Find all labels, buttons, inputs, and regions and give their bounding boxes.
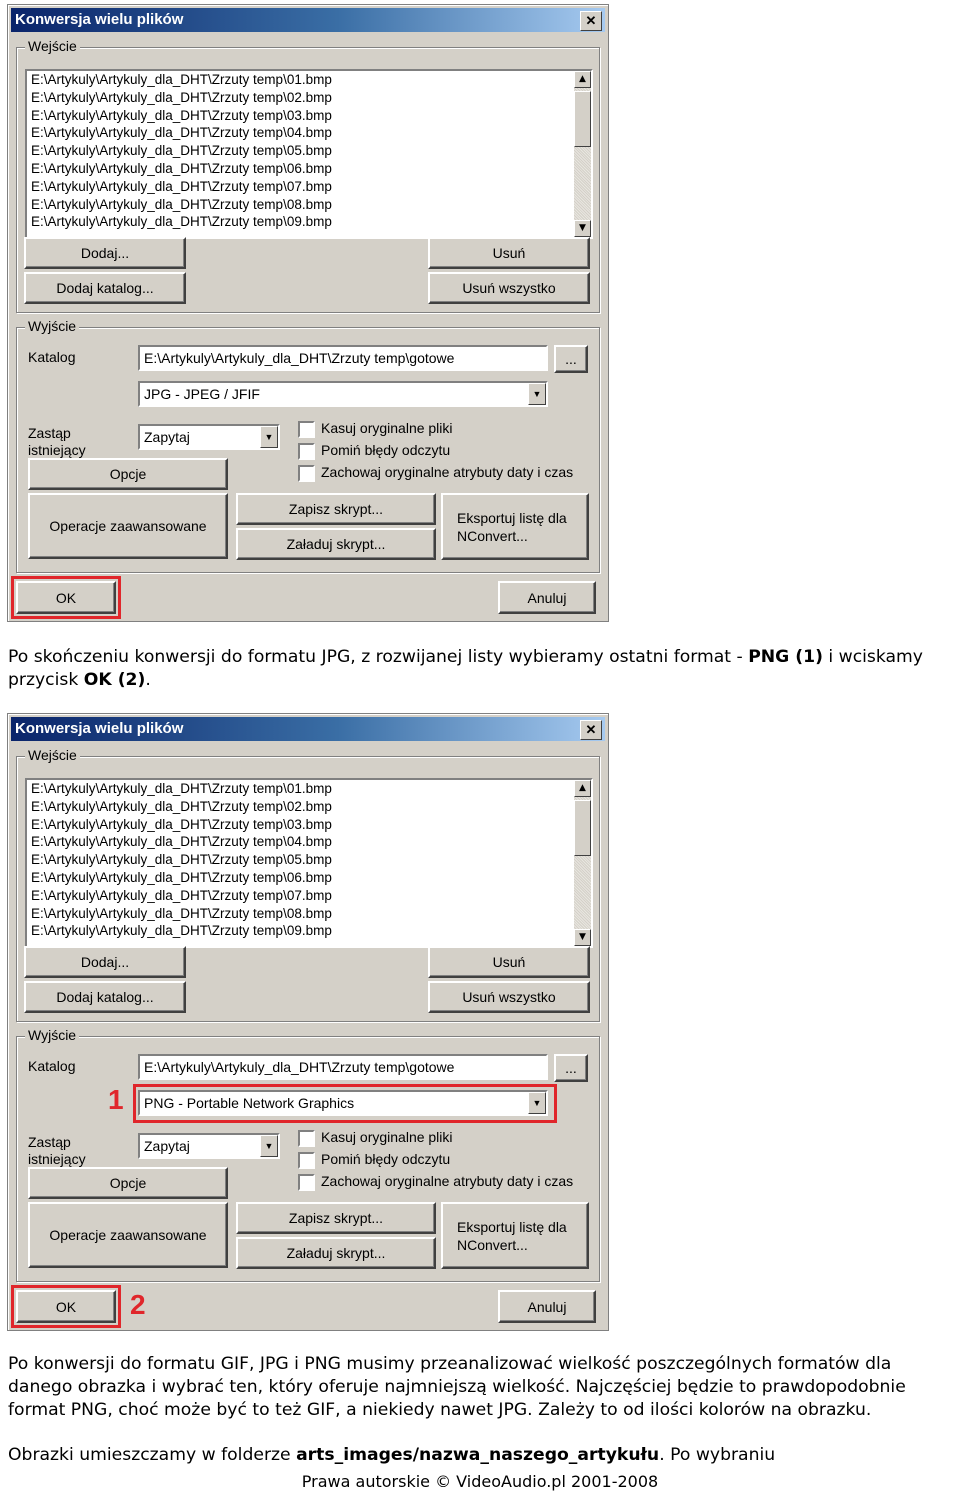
load-script-button[interactable]: Załaduj skrypt... (236, 528, 436, 560)
export-label-line1: Eksportuj listę dla (457, 1218, 567, 1235)
scroll-up-icon[interactable]: ▲ (574, 780, 591, 797)
replace-select[interactable] (138, 1133, 280, 1159)
keep-attributes-label: Zachowaj oryginalne atrybuty daty i czas (321, 464, 574, 480)
list-item[interactable]: E:\Artykuly\Artykuly_dla_DHT\Zrzuty temp\04.bmp (31, 125, 332, 141)
options-button[interactable]: Opcje (28, 458, 228, 490)
dialog-title: Konwersja wielu plików (15, 720, 184, 737)
list-item[interactable]: E:\Artykuly\Artykuly_dla_DHT\Zrzuty temp\05.bmp (31, 852, 332, 868)
instruction-paragraph-3 (8, 1444, 958, 1467)
list-item[interactable]: E:\Artykuly\Artykuly_dla_DHT\Zrzuty temp\05.bmp (31, 143, 332, 159)
list-item[interactable]: E:\Artykuly\Artykuly_dla_DHT\Zrzuty temp\07.bmp (31, 178, 332, 194)
browse-button[interactable]: ... (554, 345, 588, 373)
replace-label (28, 1134, 86, 1168)
replace-select[interactable] (138, 424, 280, 450)
paragraph3-folder-path: arts_images/nazwa_naszego_artykułu (296, 1445, 660, 1465)
cancel-button[interactable]: Anuluj (498, 1290, 596, 1323)
list-item[interactable]: E:\Artykuly\Artykuly_dla_DHT\Zrzuty temp\08.bmp (31, 196, 332, 212)
instruction-paragraph-2: Po konwersji do formatu GIF, JPG i PNG musimy przeanalizować wielkość poszczególnych formatów dla danego obrazka i wybrać ten, który oferuje najmniejszą wielkość. Najczęściej będzie to prawdopodobnie format PNG, choć może być to też GIF, a niekiedy nawet JPG. Zależy to od ilości kolorów na obrazku. (8, 1354, 906, 1420)
add-button[interactable]: Dodaj... (24, 237, 186, 269)
file-list-scrollbar[interactable] (574, 780, 591, 946)
delete-originals-label: Kasuj oryginalne pliki (321, 1129, 453, 1145)
scroll-thumb[interactable] (574, 91, 591, 147)
input-group-label: Wejście (25, 38, 80, 54)
instruction-paragraph-1 (8, 646, 958, 692)
chevron-down-icon[interactable]: ▼ (528, 1092, 546, 1114)
delete-originals-checkbox[interactable] (298, 421, 315, 438)
list-item[interactable]: E:\Artykuly\Artykuly_dla_DHT\Zrzuty temp\06.bmp (31, 160, 332, 176)
delete-originals-checkbox[interactable] (298, 1130, 315, 1147)
export-nconvert-button[interactable] (441, 493, 589, 560)
dialog-title-bar (11, 717, 605, 741)
add-button[interactable]: Dodaj... (24, 946, 186, 978)
remove-button[interactable]: Usuń (428, 237, 590, 269)
save-script-button[interactable]: Zapisz skrypt... (236, 1202, 436, 1234)
paragraph3-text-after: . Po wybraniu (659, 1445, 776, 1465)
format-select[interactable] (138, 381, 548, 407)
add-folder-button[interactable]: Dodaj katalog... (24, 272, 186, 304)
folder-label: Katalog (28, 1058, 76, 1074)
dialog-title-bar (11, 8, 605, 32)
scroll-thumb[interactable] (574, 800, 591, 856)
list-item[interactable]: E:\Artykuly\Artykuly_dla_DHT\Zrzuty temp\08.bmp (31, 905, 332, 921)
list-item[interactable]: E:\Artykuly\Artykuly_dla_DHT\Zrzuty temp\03.bmp (31, 816, 332, 832)
file-list[interactable] (25, 69, 593, 239)
close-icon[interactable]: ✕ (580, 720, 602, 740)
folder-label: Katalog (28, 349, 76, 365)
list-item[interactable]: E:\Artykuly\Artykuly_dla_DHT\Zrzuty temp\04.bmp (31, 834, 332, 850)
load-script-button[interactable]: Załaduj skrypt... (236, 1237, 436, 1269)
file-list[interactable] (25, 778, 593, 948)
paragraph1-text-after: . (145, 670, 151, 690)
format-select-value: PNG - Portable Network Graphics (144, 1095, 355, 1111)
output-group-label: Wyjście (25, 318, 79, 334)
delete-originals-label: Kasuj oryginalne pliki (321, 420, 453, 436)
export-label-line1: Eksportuj listę dla (457, 509, 567, 526)
batch-convert-dialog-1 (7, 4, 609, 622)
paragraph1-text-middle: i wciskamy przycisk (8, 647, 923, 690)
list-item[interactable]: E:\Artykuly\Artykuly_dla_DHT\Zrzuty temp\02.bmp (31, 798, 332, 814)
close-icon[interactable]: ✕ (580, 11, 602, 31)
replace-select-value: Zapytaj (144, 1138, 190, 1154)
export-label-line2: NConvert... (457, 527, 528, 544)
file-list-scrollbar[interactable] (574, 71, 591, 237)
copyright-footer: Prawa autorskie © VideoAudio.pl 2001-2008 (301, 1472, 659, 1491)
options-button[interactable]: Opcje (28, 1167, 228, 1199)
paragraph3-text-before: Obrazki umieszczamy w folderze (8, 1445, 297, 1465)
skip-errors-checkbox[interactable] (298, 443, 315, 460)
format-highlight (133, 1084, 557, 1123)
output-group-label: Wyjście (25, 1027, 79, 1043)
paragraph1-bold-png: PNG (1) (748, 647, 823, 667)
chevron-down-icon[interactable]: ▼ (528, 383, 546, 405)
replace-label-line1: Zastąp (28, 1134, 71, 1150)
list-item[interactable]: E:\Artykuly\Artykuly_dla_DHT\Zrzuty temp\03.bmp (31, 107, 332, 123)
marker-2: 2 (130, 1289, 146, 1320)
paragraph1-bold-ok: OK (2) (83, 670, 146, 690)
remove-all-button[interactable]: Usuń wszystko (428, 272, 590, 304)
marker-1: 1 (108, 1084, 124, 1115)
replace-label (28, 425, 86, 459)
batch-convert-dialog-2 (7, 713, 609, 1331)
list-item[interactable]: E:\Artykuly\Artykuly_dla_DHT\Zrzuty temp\01.bmp (31, 781, 332, 796)
advanced-operations-button[interactable]: Operacje zaawansowane (28, 493, 228, 559)
chevron-down-icon[interactable]: ▼ (260, 426, 278, 448)
keep-attributes-label: Zachowaj oryginalne atrybuty daty i czas (321, 1173, 574, 1189)
format-select-value: JPG - JPEG / JFIF (144, 386, 260, 402)
ok-button[interactable]: OK (16, 1290, 116, 1323)
chevron-down-icon[interactable]: ▼ (260, 1135, 278, 1157)
list-item[interactable]: E:\Artykuly\Artykuly_dla_DHT\Zrzuty temp\09.bmp (31, 214, 332, 230)
ok-button[interactable]: OK (16, 581, 116, 614)
skip-errors-label: Pomiń błędy odczytu (321, 1151, 451, 1167)
input-group-label: Wejście (25, 747, 80, 763)
export-label-line2: NConvert... (457, 1236, 528, 1253)
skip-errors-label: Pomiń błędy odczytu (321, 442, 451, 458)
keep-attributes-checkbox[interactable] (298, 465, 315, 482)
replace-label-line2: istniejący (28, 1151, 86, 1167)
replace-label-line1: Zastąp (28, 425, 71, 441)
scroll-down-icon[interactable]: ▼ (574, 929, 591, 946)
folder-field[interactable]: E:\Artykuly\Artykuly_dla_DHT\Zrzuty temp\gotowe (138, 1054, 548, 1080)
browse-button[interactable]: ... (554, 1054, 588, 1082)
remove-all-button[interactable]: Usuń wszystko (428, 981, 590, 1013)
ok-highlight (11, 576, 121, 619)
list-item[interactable]: E:\Artykuly\Artykuly_dla_DHT\Zrzuty temp\09.bmp (31, 923, 332, 939)
replace-select-value: Zapytaj (144, 429, 190, 445)
scroll-up-icon[interactable]: ▲ (574, 71, 591, 88)
list-item[interactable]: E:\Artykuly\Artykuly_dla_DHT\Zrzuty temp\01.bmp (31, 72, 332, 87)
ok-highlight (11, 1285, 121, 1328)
remove-button[interactable]: Usuń (428, 946, 590, 978)
save-script-button[interactable]: Zapisz skrypt... (236, 493, 436, 525)
cancel-button[interactable]: Anuluj (498, 581, 596, 614)
list-item[interactable]: E:\Artykuly\Artykuly_dla_DHT\Zrzuty temp\07.bmp (31, 887, 332, 903)
add-folder-button[interactable]: Dodaj katalog... (24, 981, 186, 1013)
export-nconvert-button[interactable] (441, 1202, 589, 1269)
list-item[interactable]: E:\Artykuly\Artykuly_dla_DHT\Zrzuty temp\06.bmp (31, 869, 332, 885)
dialog-title: Konwersja wielu plików (15, 11, 184, 28)
scroll-down-icon[interactable]: ▼ (574, 220, 591, 237)
skip-errors-checkbox[interactable] (298, 1152, 315, 1169)
advanced-operations-button[interactable]: Operacje zaawansowane (28, 1202, 228, 1268)
list-item[interactable]: E:\Artykuly\Artykuly_dla_DHT\Zrzuty temp\02.bmp (31, 89, 332, 105)
paragraph1-text-before: Po skończeniu konwersji do formatu JPG, z rozwijanej listy wybieramy ostatni format - (8, 647, 749, 667)
replace-label-line2: istniejący (28, 442, 86, 458)
folder-field[interactable]: E:\Artykuly\Artykuly_dla_DHT\Zrzuty temp\gotowe (138, 345, 548, 371)
keep-attributes-checkbox[interactable] (298, 1174, 315, 1191)
